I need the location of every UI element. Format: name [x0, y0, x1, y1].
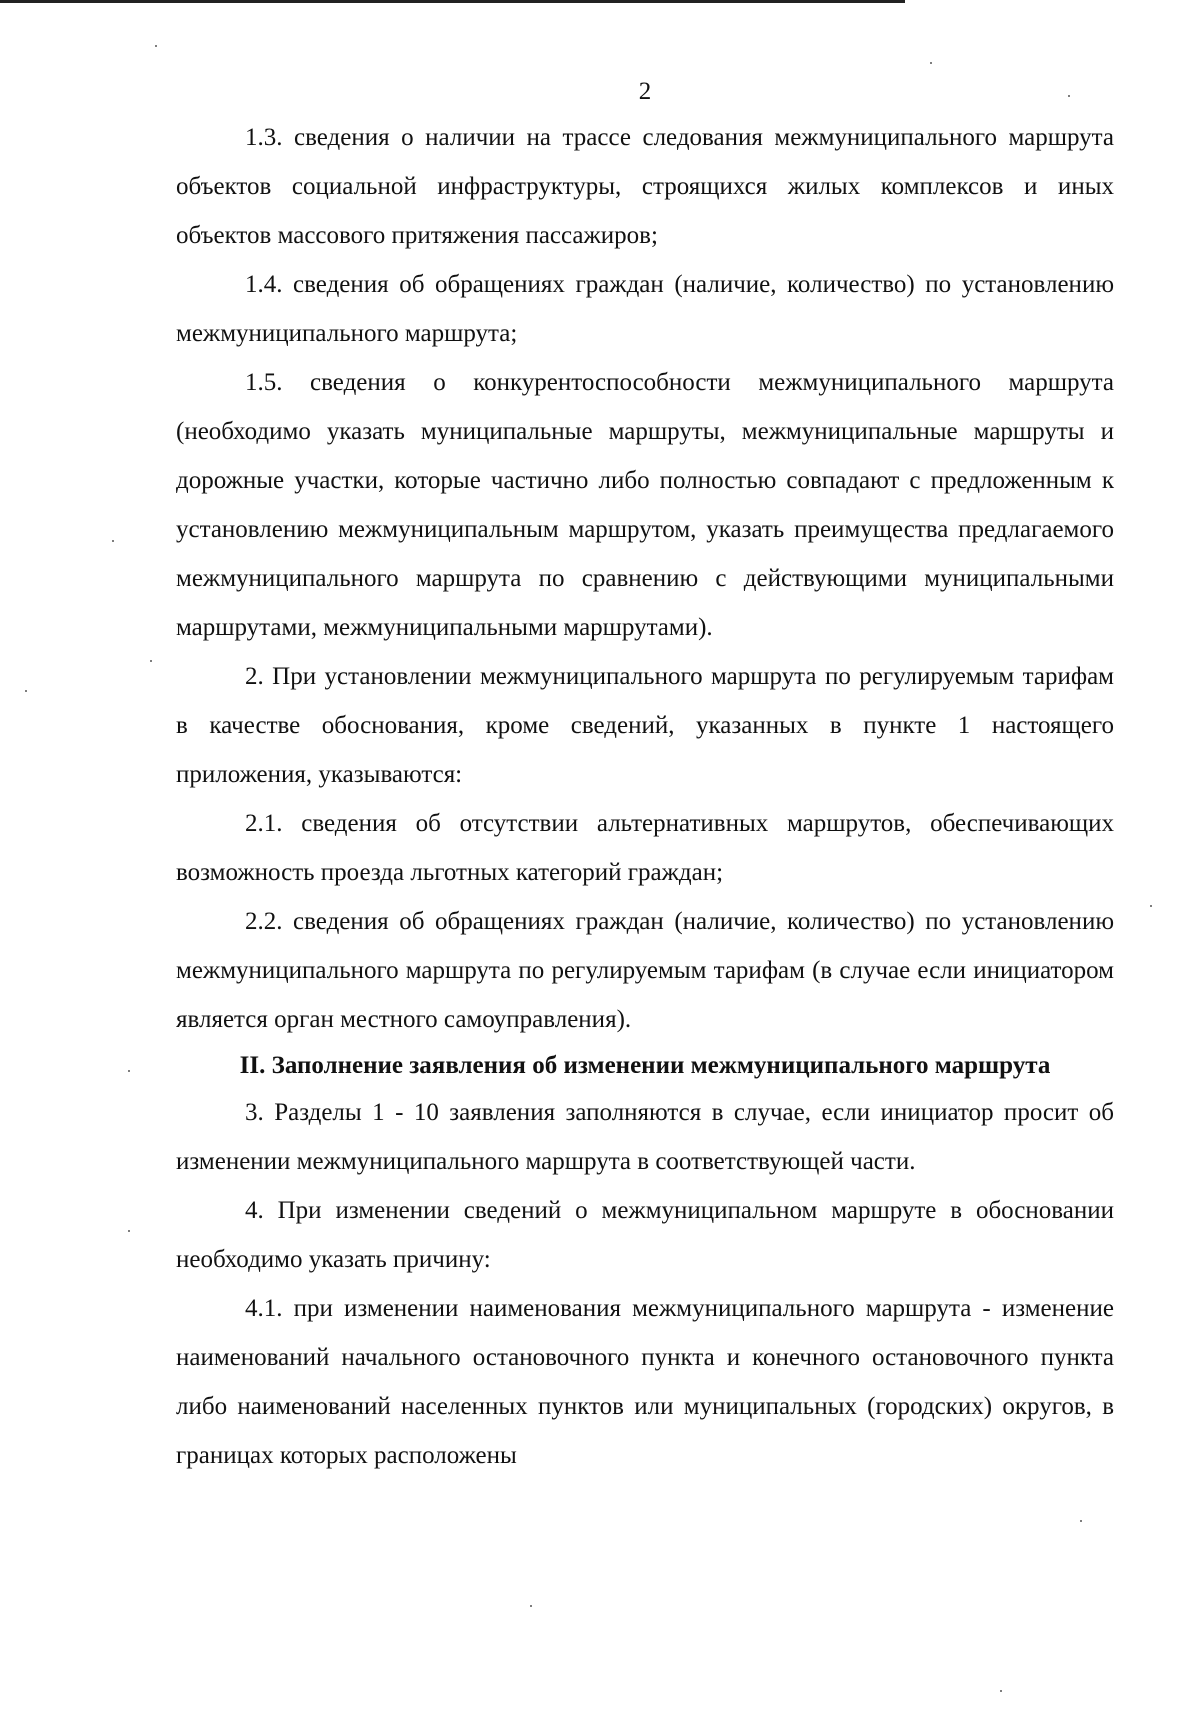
scan-speck — [128, 1230, 130, 1232]
paragraph-4-1: 4.1. при изменении наименования межмуниципального маршрута - изменение наименований начального остановочного пункта и конечного остановочного пункта либо наименований населенных пунктов или муниципальных (городских) округов, в границах которых расположены — [176, 1295, 1114, 1469]
paragraph-2-2: 2.2. сведения об обращениях граждан (наличие, количество) по установлению межмуниципального маршрута по регулируемым тарифам (в случае если инициатором является орган местного самоуправления). — [176, 908, 1114, 1033]
scan-speck — [155, 45, 157, 47]
scan-speck — [530, 1605, 532, 1607]
scan-speck — [112, 540, 114, 542]
section-heading: II. Заполнение заявления об изменении межмуниципального маршрута — [239, 1052, 1051, 1079]
paragraph-3: 3. Разделы 1 - 10 заявления заполняются в случае, если инициатор просит об изменении межмуниципального маршрута в соответствующей части. — [176, 1099, 1114, 1175]
paragraph-2-1: 2.1. сведения об отсутствии альтернативных маршрутов, обеспечивающих возможность проезда льготных категорий граждан; — [176, 810, 1114, 886]
scan-speck — [1080, 1520, 1082, 1522]
scan-speck — [930, 62, 932, 64]
scan-speck — [1150, 905, 1152, 907]
scan-speck — [150, 660, 152, 662]
document-body — [176, 113, 1114, 1480]
scan-speck — [1068, 95, 1070, 97]
paragraph-4: 4. При изменении сведений о межмуниципальном маршруте в обосновании необходимо указать причину: — [176, 1197, 1114, 1273]
paragraph-1-3: 1.3. сведения о наличии на трассе следования межмуниципального маршрута объектов социальной инфраструктуры, строящихся жилых комплексов и иных объектов массового притяжения пассажиров; — [176, 124, 1114, 249]
scan-speck — [25, 690, 27, 692]
paragraph-2: 2. При установлении межмуниципального маршрута по регулируемым тарифам в качестве обоснования, кроме сведений, указанных в пункте 1 настоящего приложения, указываются: — [176, 663, 1114, 788]
scan-speck — [128, 1070, 130, 1072]
page-number: 2 — [638, 78, 652, 105]
top-scan-edge — [0, 0, 905, 3]
scan-speck — [1000, 1690, 1002, 1692]
paragraph-1-4: 1.4. сведения об обращениях граждан (наличие, количество) по установлению межмуниципального маршрута; — [176, 271, 1114, 347]
paragraph-1-5: 1.5. сведения о конкурентоспособности межмуниципального маршрута (необходимо указать муниципальные маршруты, межмуниципальные маршруты и дорожные участки, которые частично либо полностью совпадают с предложенным к установлению межмуниципальным маршрутом, указать преимущества предлагаемого межмуниципального маршрута по сравнению с действующими муниципальными маршрутами, межмуниципальными маршрутами). — [176, 369, 1114, 641]
